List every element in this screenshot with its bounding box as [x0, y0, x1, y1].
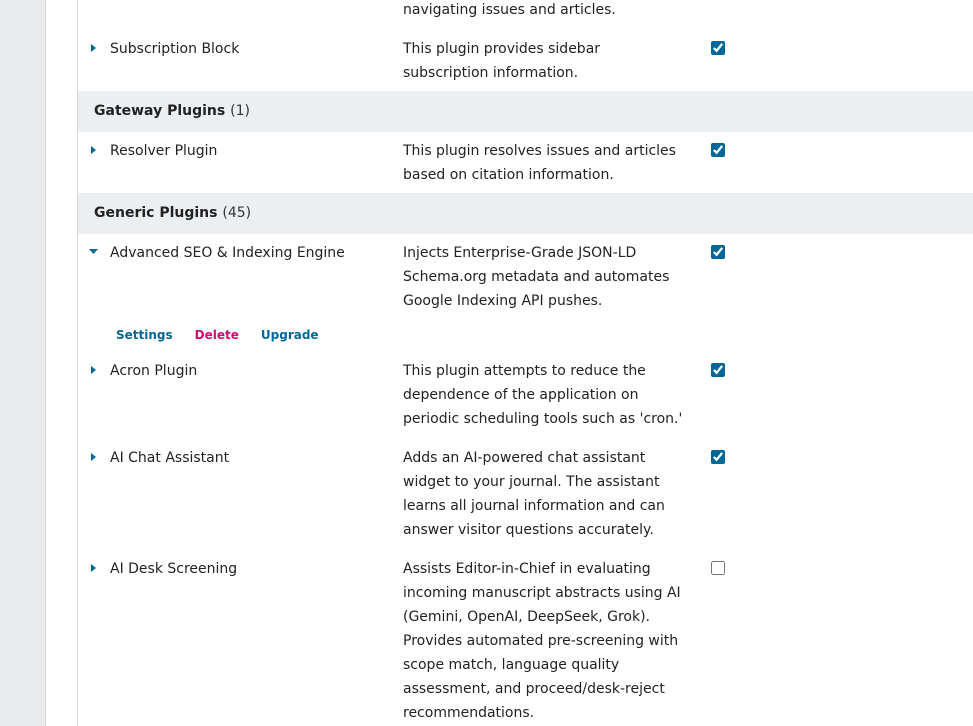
expand-ai-desk-screening[interactable] [88, 562, 102, 576]
plugin-description-advanced-seo: Injects Enterprise-Grade JSON-LD Schema.org metadata and automates Google Indexing API pushes. [403, 245, 670, 309]
plugin-description-resolver: This plugin resolves issues and articles based on citation information. [403, 143, 676, 183]
caret-right-icon [88, 42, 102, 56]
enable-checkbox-advanced-seo[interactable] [711, 245, 725, 259]
expand-ai-chat-assistant[interactable] [88, 451, 102, 465]
plugin-description-subscription-block: This plugin provides sidebar subscription information. [403, 41, 601, 81]
plugin-actions-advanced-seo [116, 325, 341, 345]
group-count-generic: (45) [222, 205, 252, 221]
plugin-name-ai-desk[interactable]: AI Desk Screening [110, 561, 238, 577]
left-sidebar-rail [0, 0, 46, 726]
expand-acron-plugin[interactable] [88, 364, 102, 378]
caret-right-icon [88, 451, 102, 465]
plugin-description-ai-chat: Adds an AI-powered chat assistant widget to your journal. The assistant learns all journal information and can answer visitor questions accurately. [403, 450, 665, 538]
plugin-name-subscription-block[interactable]: Subscription Block [110, 41, 240, 57]
plugin-name-resolver[interactable]: Resolver Plugin [110, 143, 218, 159]
delete-link[interactable]: Delete [194, 328, 239, 342]
caret-right-icon [88, 364, 102, 378]
plugin-name-acron[interactable]: Acron Plugin [110, 363, 198, 379]
upgrade-link[interactable]: Upgrade [260, 328, 319, 342]
plugins-panel [46, 0, 973, 726]
caret-right-icon [88, 562, 102, 576]
plugins-table [77, 0, 973, 726]
collapse-advanced-seo[interactable] [88, 246, 102, 260]
caret-down-icon [88, 246, 102, 260]
plugin-description-acron: This plugin attempts to reduce the dependence of the application on periodic scheduling tools such as 'cron.' [403, 363, 683, 427]
group-title-generic: Generic Plugins [94, 205, 218, 221]
group-title-gateway: Gateway Plugins [94, 103, 226, 119]
settings-link[interactable]: Settings [116, 328, 173, 342]
enable-checkbox-ai-desk[interactable] [711, 561, 725, 575]
plugin-description-partial: navigating issues and articles. [403, 2, 616, 18]
group-header-gateway-plugins [78, 91, 973, 132]
plugin-name-ai-chat[interactable]: AI Chat Assistant [110, 450, 230, 466]
group-header-generic-plugins [78, 193, 973, 234]
expand-subscription-block[interactable] [88, 42, 102, 56]
enable-checkbox-resolver[interactable] [711, 143, 725, 157]
enable-checkbox-ai-chat[interactable] [711, 450, 725, 464]
expand-resolver-plugin[interactable] [88, 144, 102, 158]
caret-right-icon [88, 144, 102, 158]
plugin-description-ai-desk: Assists Editor-in-Chief in evaluating incoming manuscript abstracts using AI (Gemini, OpenAI, DeepSeek, Grok). Provides automated pre-screening with scope match, language quality assessment, and proceed/desk-reject recommendations. [403, 561, 681, 721]
enable-checkbox-subscription-block[interactable] [711, 41, 725, 55]
plugin-name-advanced-seo[interactable]: Advanced SEO & Indexing Engine [110, 245, 345, 261]
group-count-gateway: (1) [230, 103, 250, 119]
enable-checkbox-acron[interactable] [711, 363, 725, 377]
